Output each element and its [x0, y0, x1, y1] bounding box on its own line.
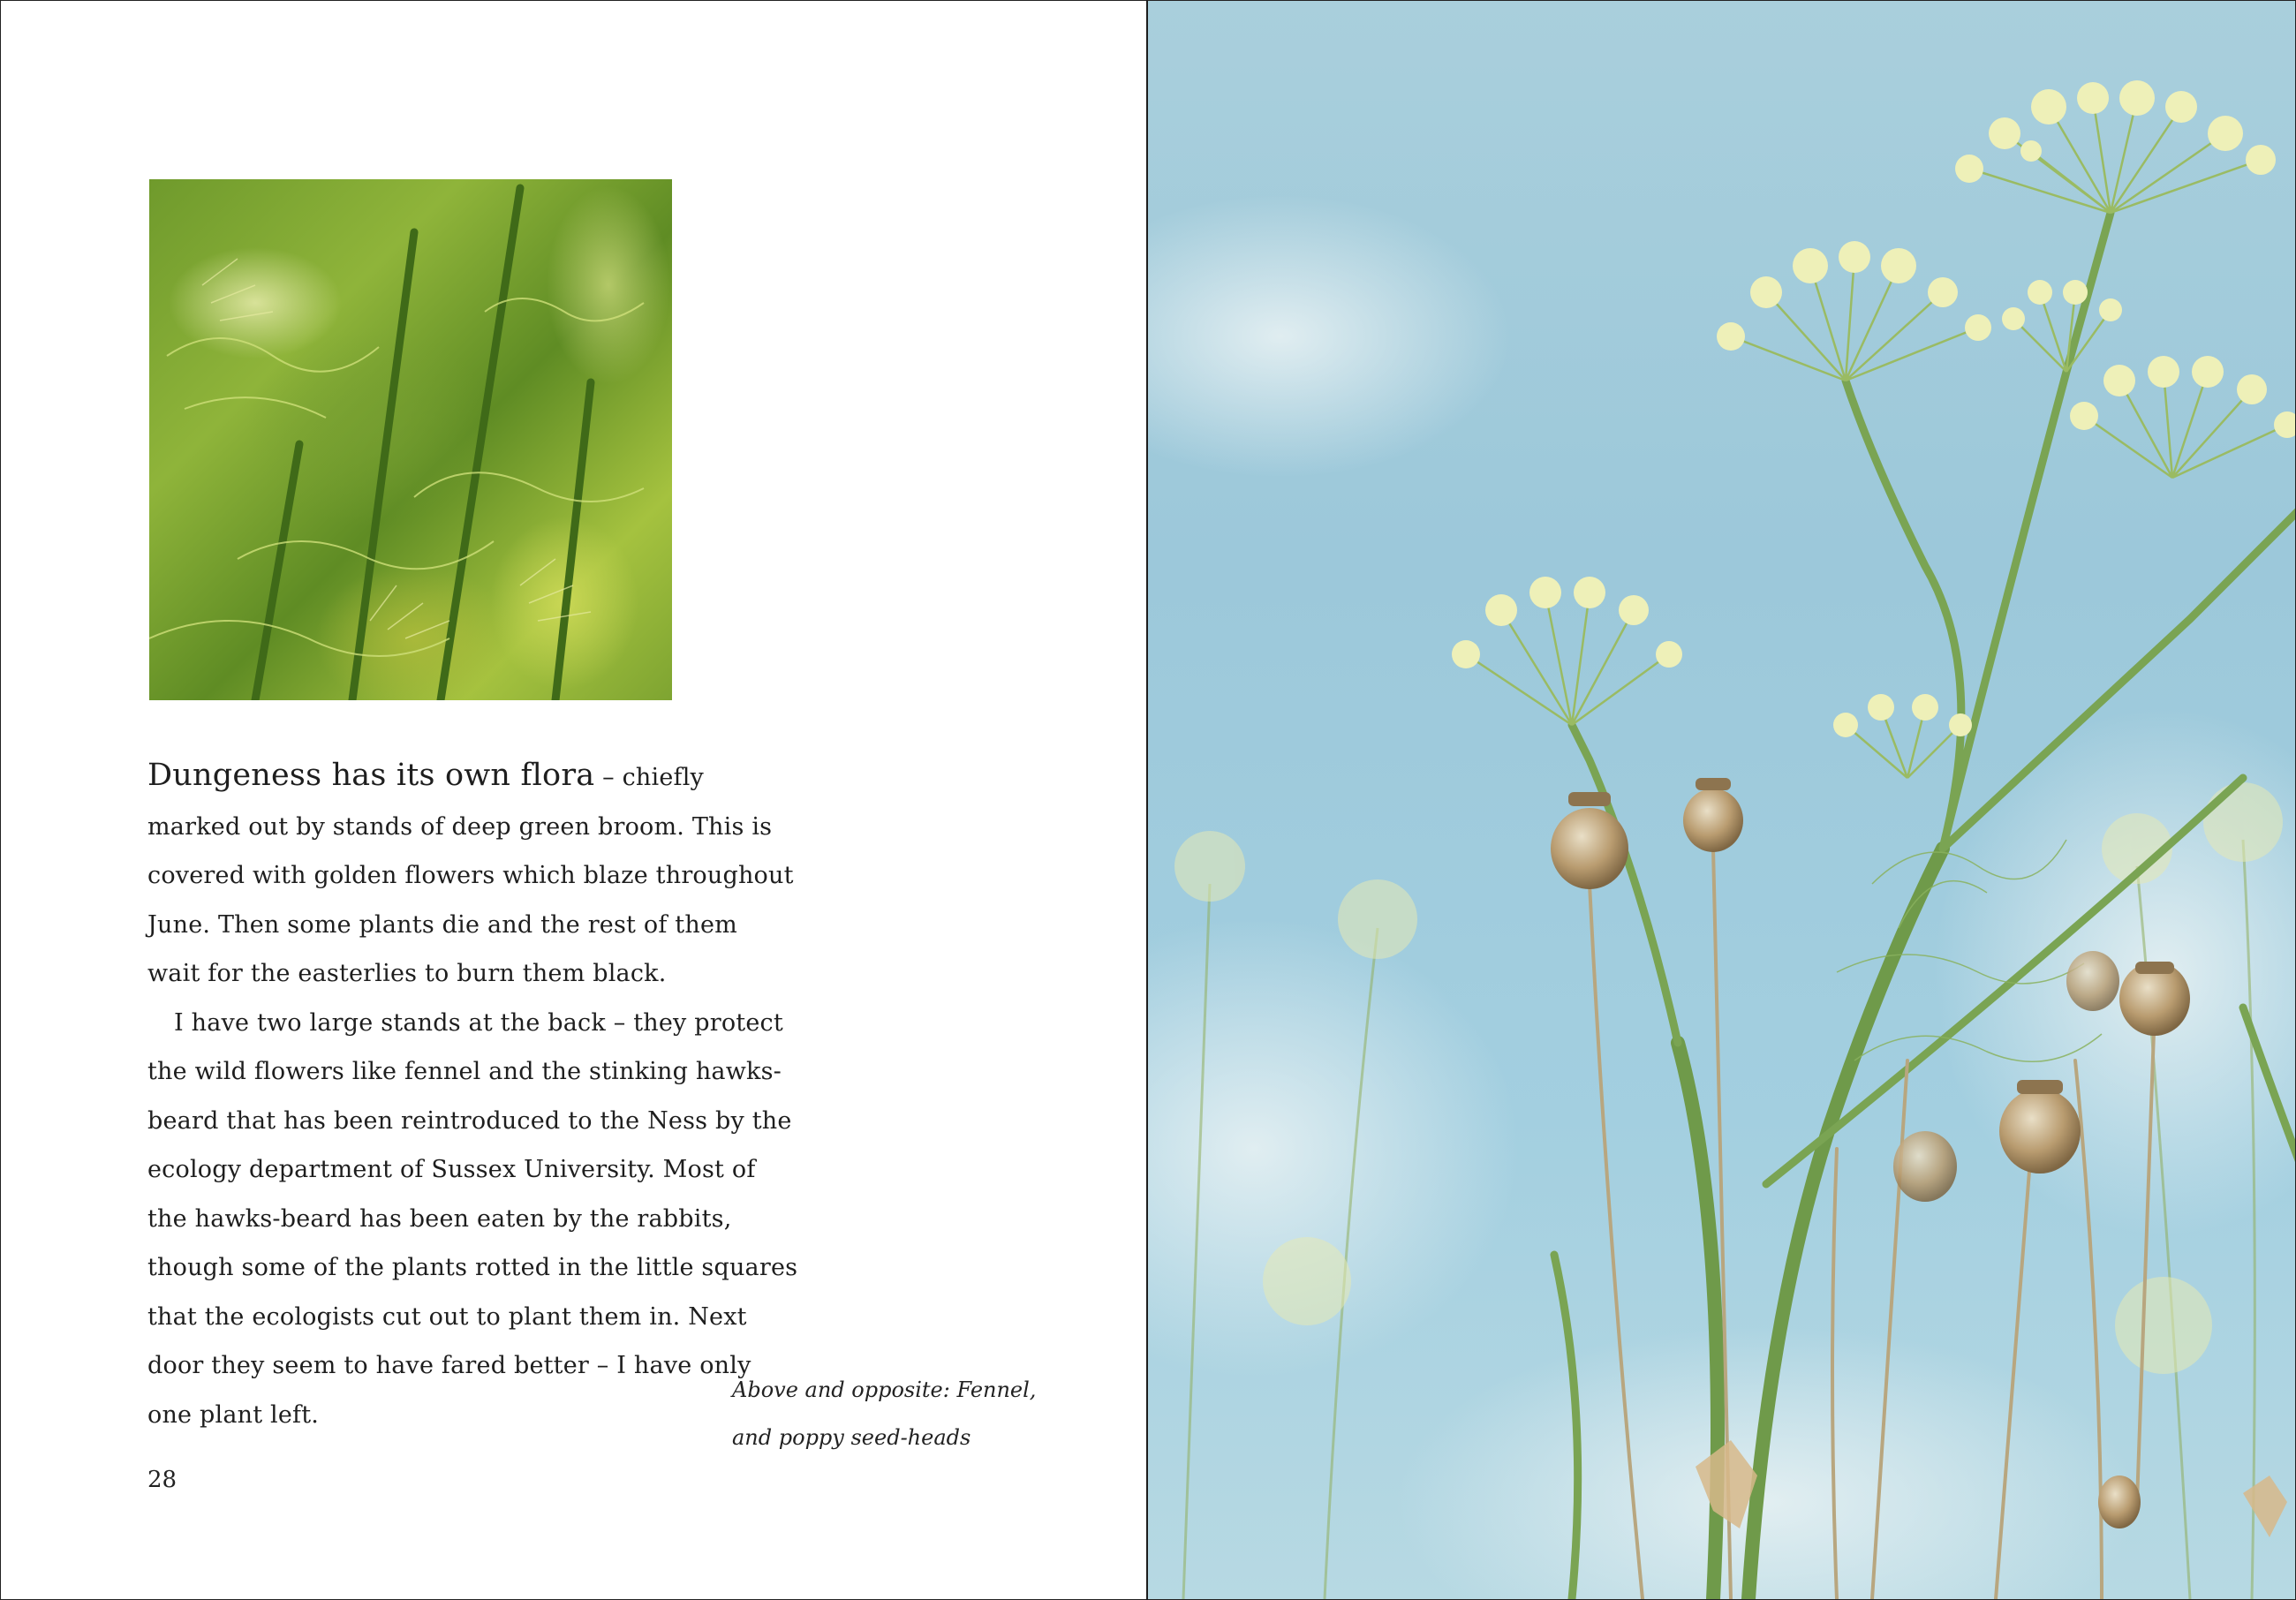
lead-phrase: Dungeness has its own flora	[147, 758, 595, 793]
right-page-photo	[1148, 0, 2296, 1600]
paragraph-1-line-3: covered with golden flowers which blaze throughout	[147, 862, 794, 889]
page-number: 28	[147, 1467, 177, 1493]
paragraph-2-line-7: that the ecologists cut out to plant them in. Next	[147, 1302, 747, 1331]
paragraph-2-line-5: the hawks-beard has been eaten by the rabbits,	[147, 1204, 732, 1233]
fennel-umbels-and-poppy-pods-illustration	[1148, 1, 2295, 1599]
caption-line-1: Above and opposite: Fennel,	[732, 1377, 1037, 1402]
paragraph-2-line-4: ecology department of Sussex University. Most of	[147, 1156, 756, 1183]
paragraph-2-line-6: though some of the plants rotted in the little squares	[147, 1254, 798, 1281]
paragraph-2-line-1: I have two large stands at the back – they protect	[174, 1008, 783, 1037]
paragraph-2-line-9: one plant left.	[147, 1400, 320, 1429]
paragraph-2-line-8: door they seem to have fared better – I have only	[147, 1352, 751, 1379]
left-page	[0, 0, 1147, 1600]
paragraph-1-line-4: June. Then some plants die and the rest of them	[147, 910, 737, 939]
paragraph-1	[147, 751, 794, 999]
paragraph-1-line-1-rest: – chiefly	[594, 764, 704, 791]
paragraph-2-line-3: beard that has been reintroduced to the Ness by the	[147, 1106, 792, 1135]
body-text	[147, 751, 798, 1439]
fennel-foliage-photo	[149, 179, 672, 700]
paragraph-1-line-2: marked out by stands of deep green broom. This is	[147, 812, 773, 841]
paragraph-1-line-1	[147, 751, 730, 803]
photo-caption	[732, 1366, 1037, 1461]
fennel-foliage-illustration	[149, 179, 672, 700]
paragraph-2	[147, 999, 798, 1440]
caption-line-2: and poppy seed-heads	[732, 1425, 971, 1450]
paragraph-1-line-5: wait for the easterlies to burn them black.	[147, 960, 667, 987]
paragraph-2-line-2: the wild flowers like fennel and the stinking hawks-	[147, 1058, 782, 1085]
